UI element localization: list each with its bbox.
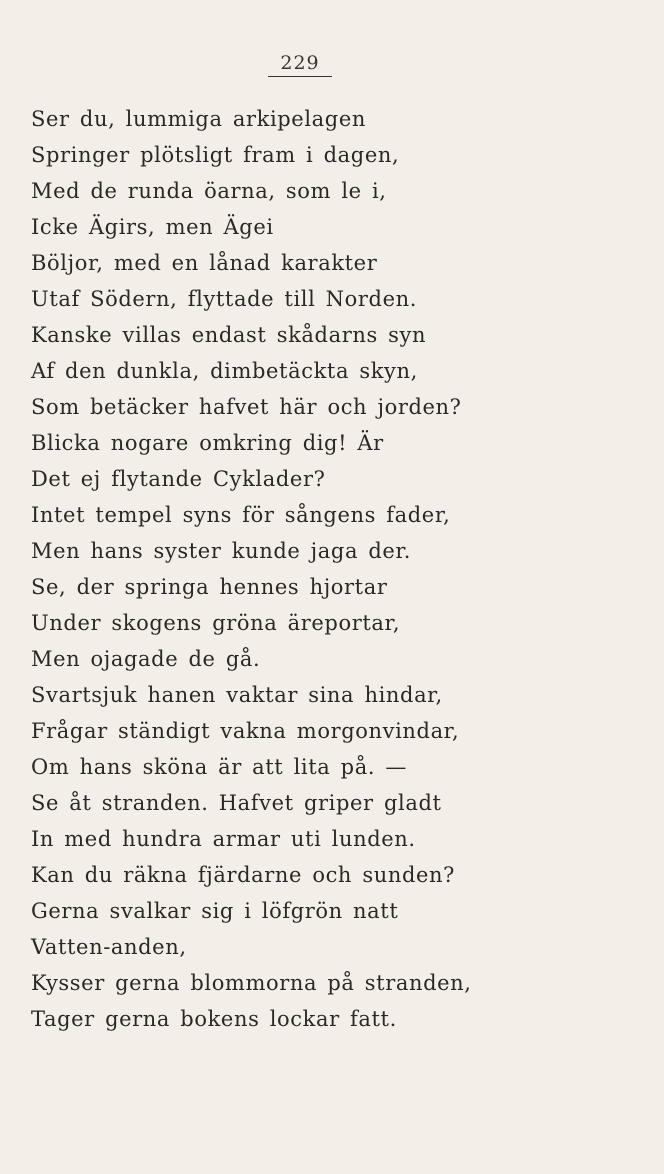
poem-line: Med de runda öarna, som le i, bbox=[31, 179, 387, 203]
poem-line: Frågar ständigt vakna morgonvindar, bbox=[31, 719, 460, 743]
poem-line: Det ej flytande Cyklader? bbox=[31, 467, 326, 491]
poem-line: Svartsjuk hanen vaktar sina hindar, bbox=[31, 683, 443, 707]
poem-line: Icke Ägirs, men Ägei bbox=[31, 215, 274, 239]
poem-line: Men ojagade de gå. bbox=[31, 647, 261, 671]
poem-line: Utaf Södern, flyttade till Norden. bbox=[31, 287, 418, 311]
poem-line: Se åt stranden. Hafvet griper gladt bbox=[31, 791, 442, 815]
poem-line: Men hans syster kunde jaga der. bbox=[31, 539, 412, 563]
poem-line: Intet tempel syns för sångens fader, bbox=[31, 503, 451, 527]
poem-line: Om hans sköna är att lita på. — bbox=[31, 755, 407, 779]
poem-line: In med hundra armar uti lunden. bbox=[31, 827, 416, 851]
poem-line: Ser du, lummiga arkipelagen bbox=[31, 107, 366, 131]
poem-line: Tager gerna bokens lockar fatt. bbox=[31, 1007, 397, 1031]
poem-line: Kysser gerna blommorna på stranden, bbox=[31, 971, 472, 995]
poem-line: Af den dunkla, dimbetäckta skyn, bbox=[31, 359, 418, 383]
poem-line: Kan du räkna fjärdarne och sunden? bbox=[31, 863, 456, 887]
poem-line: Som betäcker hafvet här och jorden? bbox=[31, 395, 462, 419]
page-number: 229 bbox=[268, 52, 332, 77]
poem-line: Gerna svalkar sig i löfgrön natt bbox=[31, 899, 399, 923]
poem-line: Vatten-anden, bbox=[31, 935, 187, 959]
poem-text bbox=[31, 101, 472, 1037]
poem-line: Kanske villas endast skådarns syn bbox=[31, 323, 427, 347]
poem-line: Se, der springa hennes hjortar bbox=[31, 575, 388, 599]
poem-line: Springer plötsligt fram i dagen, bbox=[31, 143, 400, 167]
poem-line: Blicka nogare omkring dig! Är bbox=[31, 431, 384, 455]
poem-line: Under skogens gröna äreportar, bbox=[31, 611, 401, 635]
poem-line: Böljor, med en lånad karakter bbox=[31, 251, 378, 275]
